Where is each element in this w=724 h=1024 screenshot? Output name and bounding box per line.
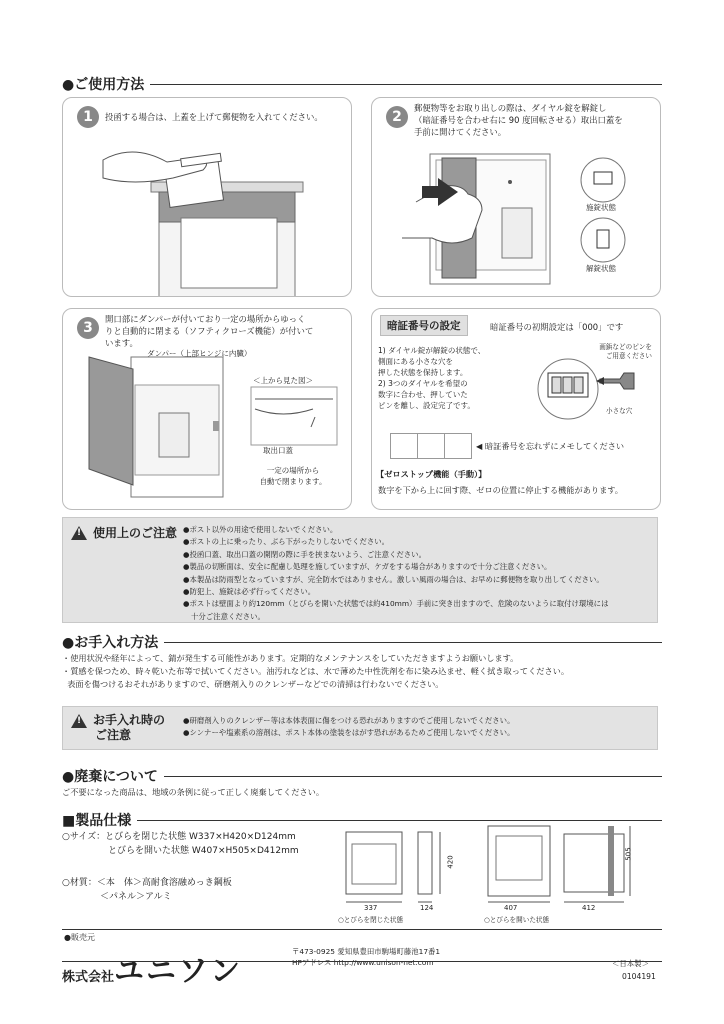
step-number-3: 3 bbox=[77, 317, 99, 339]
step-number-1: 1 bbox=[77, 106, 99, 128]
code-instructions: 1) ダイヤル錠が解錠の状態で、 側面にある小さな穴を 押した状態を保持します。 2) 3つのダイヤルを希望の 数字に合わせ、押していた ピンを離し、設定完了です。 bbox=[378, 346, 486, 410]
step2-text: 郵便物等をお取り出しの際は、ダイヤル錠を解錠し （暗証番号を合わせ右に 90 度回転させる）取出口蓋を 手前に開けてください。 bbox=[414, 103, 623, 137]
lock-state-label: 施錠状態 bbox=[586, 203, 616, 212]
care-text: ・使用状況や経年によって、錆が発生する可能性があります。定期的なメンテナンスをしていただきますようお願いします。 ・質感を保つため、時々乾いた布等で拭いてください。油汚れなどは、水で薄めた中性洗剤を布に染み込ませ、軽く拭き取ってください。 表面を傷つけるおそれがありますので、研磨剤入りのクレンザーなどでの清掃は行わないでください。 bbox=[62, 653, 570, 689]
document-code: 0104191 bbox=[622, 972, 656, 981]
open-caption: ○とびらを開いた状態 bbox=[484, 916, 550, 924]
disposal-text: ご不要になった商品は、地域の条例に従って正しく廃棄してください。 bbox=[62, 787, 325, 797]
zero-stop-text: 数字を下から上に回す際、ゼロの位置に停止する機能があります。 bbox=[378, 485, 623, 495]
care-caution-list bbox=[183, 715, 653, 740]
top-view-label: ＜上から見た図＞ bbox=[253, 376, 313, 385]
care-caution-item: ● 研磨剤入りのクレンザー等は本体表面に傷をつける恐れがありますのでご使用しないでください。 bbox=[183, 715, 653, 727]
step1-text: 投函する場合は、上蓋を上げて郵便物を入れてください。 bbox=[105, 112, 323, 122]
company-logo: 株式会社 ユニソン bbox=[62, 954, 243, 989]
step2-illustration bbox=[372, 98, 661, 297]
small-hole-label: 小さな穴 bbox=[606, 407, 633, 415]
unlock-state-label: 解錠状態 bbox=[586, 264, 616, 273]
caution-item: ● 本製品は防雨型となっていますが、完全防水ではありません。激しい風雨の場合は、お早めに郵便物を取り出してください。 bbox=[183, 574, 653, 586]
code-setting-panel bbox=[371, 308, 661, 510]
made-in-label: ＜日本製＞ bbox=[612, 959, 649, 968]
spec-material: ○材質：＜本 体＞高耐食溶融めっき鋼板 ＜パネル＞アルミ bbox=[62, 878, 232, 902]
care-section-title: ●お手入れ方法 bbox=[62, 632, 662, 652]
memo-reminder: ◀ 暗証番号を忘れずにメモしてください bbox=[476, 441, 625, 451]
caution-item: ● ポストは壁面より約120mm（とびらを開いた状態では約410mm）手前に突き出ますので、危険のないように取付け環境には bbox=[183, 598, 653, 610]
usage-section-title: ●ご使用方法 bbox=[62, 74, 662, 94]
footer-divider bbox=[62, 929, 662, 930]
usage-caution-list bbox=[183, 524, 653, 623]
usage-caution-title: ! 使用上のご注意 bbox=[71, 524, 177, 541]
caution-item-continued: 十分ご注意ください。 bbox=[191, 611, 265, 621]
caution-item: ● ポストの上に乗ったり、ぶら下がったりしないでください。 bbox=[183, 536, 653, 548]
step2-panel bbox=[371, 97, 661, 297]
dim-closed-depth: 124 bbox=[420, 904, 434, 912]
memo-boxes bbox=[390, 433, 472, 459]
caution-item: ● 投函口蓋、取出口蓋の開閉の際に手を挟まないよう、ご注意ください。 bbox=[183, 549, 653, 561]
damper-label: ダンパー（上部ヒンジに内臓） bbox=[147, 349, 252, 358]
step1-illustration bbox=[63, 98, 352, 297]
care-caution-item: ● シンナーや塩素系の溶剤は、ポスト本体の塗装をはがす恐れがあるためご使用しないでください。 bbox=[183, 727, 653, 739]
step-number-2: 2 bbox=[386, 106, 408, 128]
company-address: 〒473-0925 愛知県豊田市駒場町藤池17番1 HPアドレス http://www.unison-net.com bbox=[292, 947, 441, 967]
dim-open-depth: 412 bbox=[582, 904, 596, 912]
dim-closed-height: 420 bbox=[446, 855, 455, 869]
pin-note: 画鋲などのピンを ご用意ください bbox=[599, 343, 652, 360]
care-caution-title: ! お手入れ時の ご注意 bbox=[71, 713, 165, 743]
care-caution-box bbox=[62, 706, 658, 750]
caution-item: ● ポスト以外の用途で使用しないでください。 bbox=[183, 524, 653, 536]
step3-text: 開口部にダンパーが付いており一定の場所からゆっく りと自動的に閉まる（ソフティクローズ機能）が付いて います。 bbox=[105, 314, 314, 348]
code-setting-title: 暗証番号の設定 bbox=[380, 315, 468, 336]
step1-panel bbox=[62, 97, 352, 297]
initial-code-text: 暗証番号の初期設定は「000」です bbox=[490, 322, 624, 332]
warning-icon bbox=[71, 714, 87, 728]
dim-open-height: 505 bbox=[624, 847, 633, 861]
zero-stop-title: 【ゼロストップ機能（手動）】 bbox=[376, 469, 487, 479]
spec-section-title: ■製品仕様 bbox=[62, 810, 662, 830]
caution-item: ● 製品の切断面は、安全に配慮し処理を施していますが、ケガをする場合がありますので十分ご注意ください。 bbox=[183, 561, 653, 573]
usage-caution-box bbox=[62, 517, 658, 623]
dim-open-width: 407 bbox=[504, 904, 518, 912]
spec-size: ○サイズ：とびらを閉じた状態 W337×H420×D124mm とびらを開いた状態 W407×H505×D412mm bbox=[62, 832, 299, 856]
spec-drawings bbox=[336, 818, 676, 918]
seller-label: ●販売元 bbox=[64, 933, 95, 942]
auto-close-label: 一定の場所から 自動で閉まります。 bbox=[259, 466, 327, 486]
dim-closed-width: 337 bbox=[364, 904, 378, 912]
closed-caption: ○とびらを閉じた状態 bbox=[338, 916, 404, 924]
footer-bottom-line bbox=[62, 961, 662, 962]
lid-label: 取出口蓋 bbox=[263, 446, 293, 455]
step3-panel bbox=[62, 308, 352, 510]
caution-item: ● 防犯上、施錠は必ず行ってください。 bbox=[183, 586, 653, 598]
warning-icon bbox=[71, 526, 87, 540]
disposal-section-title: ●廃棄について bbox=[62, 766, 662, 786]
